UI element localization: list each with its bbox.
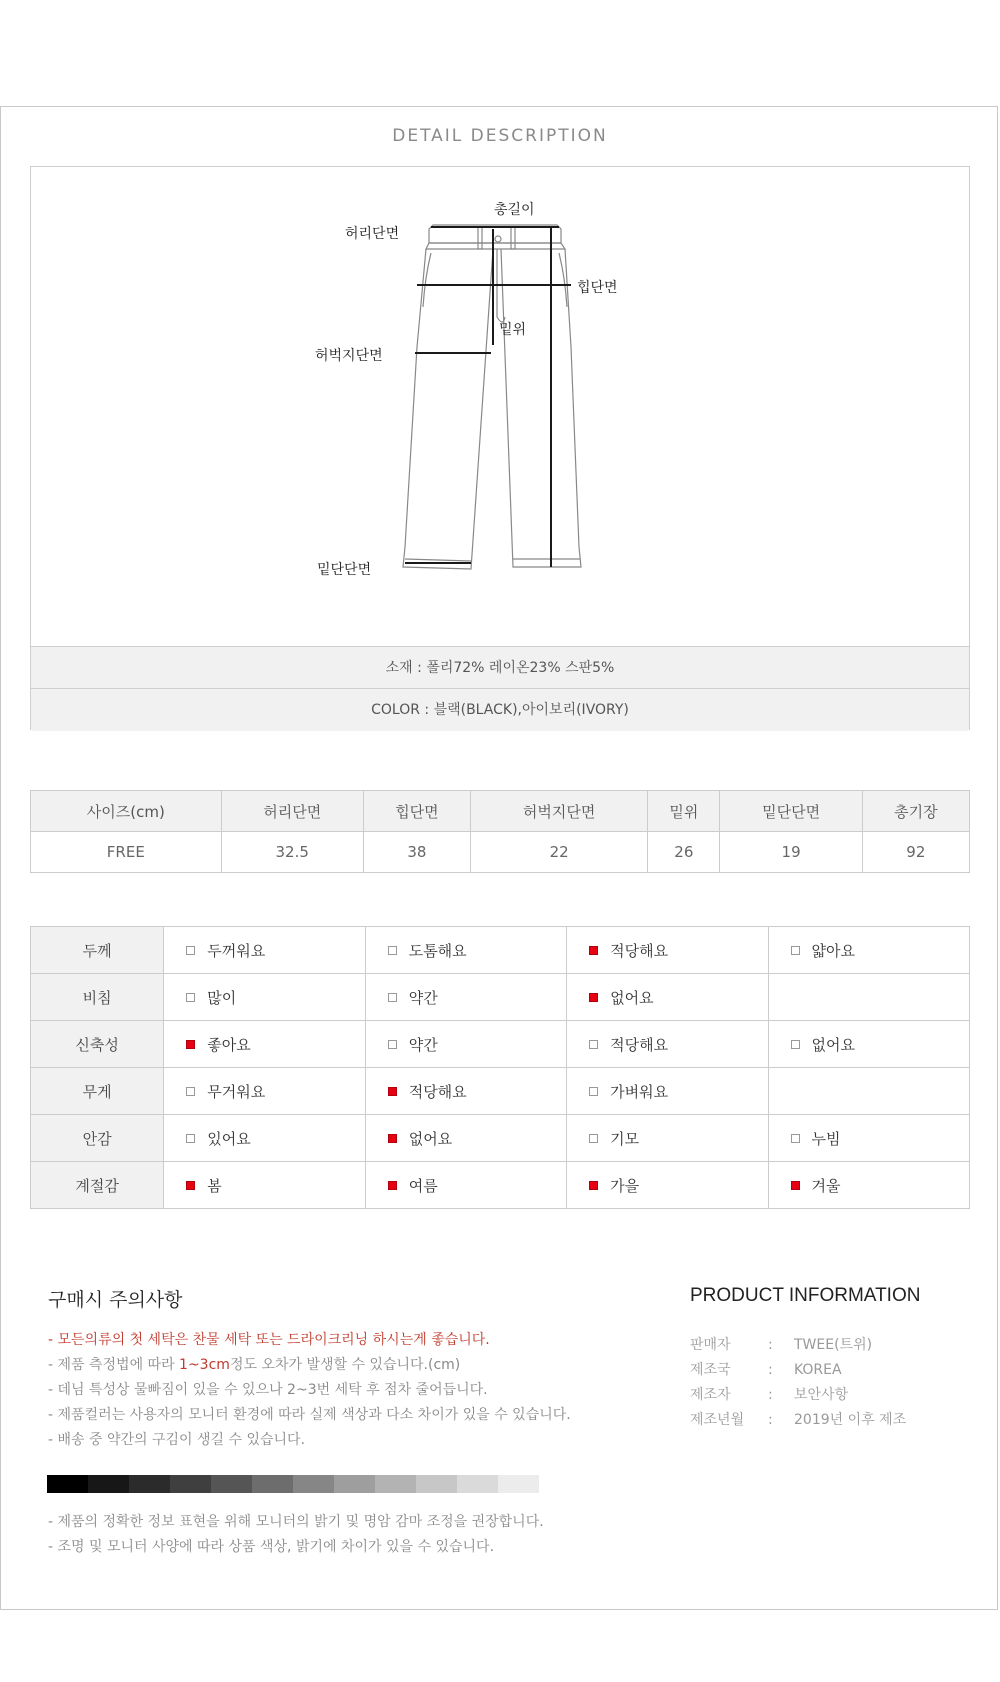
table-row	[31, 974, 970, 1021]
option-label: 누빔	[811, 1129, 841, 1148]
checked-box-icon	[186, 1040, 195, 1049]
product-info-key: 제조국	[690, 1362, 731, 1378]
table-row	[31, 1115, 970, 1162]
characteristic-option	[365, 927, 566, 974]
unchecked-box-icon	[388, 1040, 397, 1049]
size-header: 허리단면	[221, 791, 363, 832]
notice-item: - 제품컬러는 사용자의 모니터 환경에 따라 실제 색상과 다소 차이가 있을 수 있습니다.	[48, 1407, 571, 1423]
characteristic-option	[768, 1021, 969, 1068]
unchecked-box-icon	[186, 1134, 195, 1143]
size-header: 사이즈(cm)	[31, 791, 222, 832]
unchecked-box-icon	[186, 946, 195, 955]
unchecked-box-icon	[589, 1134, 598, 1143]
checked-box-icon	[388, 1087, 397, 1096]
characteristic-label: 신축성	[31, 1021, 164, 1068]
characteristic-option	[768, 927, 969, 974]
product-info-value: KOREA	[794, 1362, 842, 1378]
characteristic-label: 비침	[31, 974, 164, 1021]
unchecked-box-icon	[791, 946, 800, 955]
material-row: 소재 : 폴리72% 레이온23% 스판5%	[31, 646, 969, 689]
product-info-title: PRODUCT INFORMATION	[690, 1285, 921, 1306]
product-info-row	[690, 1358, 906, 1383]
table-row	[31, 832, 970, 873]
characteristic-option	[164, 974, 365, 1021]
size-cell: 26	[648, 832, 720, 873]
rise-label: 밑위	[499, 322, 527, 338]
characteristic-option	[164, 1162, 365, 1209]
product-info-value: 보안사항	[794, 1387, 849, 1403]
unchecked-box-icon	[388, 946, 397, 955]
characteristic-option	[365, 1021, 566, 1068]
option-label: 무거워요	[207, 1082, 266, 1101]
notice-item: - 제품의 정확한 정보 표현을 위해 모니터의 밝기 및 명암 감마 조정을 권장합니다.	[48, 1514, 544, 1530]
checked-box-icon	[791, 1181, 800, 1190]
size-header: 총기장	[862, 791, 969, 832]
option-label: 겨울	[811, 1176, 841, 1195]
product-info-list	[690, 1333, 906, 1433]
table-row	[31, 1162, 970, 1209]
characteristic-label: 무게	[31, 1068, 164, 1115]
notice-text: 정도 오차가 발생할 수 있습니다.(cm)	[229, 1357, 461, 1373]
unchecked-box-icon	[589, 1087, 598, 1096]
hem-label: 밑단단면	[317, 562, 372, 578]
notice-item: - 데님 특성상 물빠짐이 있을 수 있으나 2~3번 세탁 후 점차 줄어듭니다.	[48, 1382, 488, 1398]
size-header: 밑위	[648, 791, 720, 832]
characteristic-option	[768, 1068, 969, 1115]
characteristic-option	[164, 927, 365, 974]
size-cell: FREE	[31, 832, 222, 873]
characteristic-option	[567, 1021, 768, 1068]
notice-list	[48, 1328, 571, 1453]
size-cell: 92	[862, 832, 969, 873]
characteristic-option	[567, 927, 768, 974]
option-label: 없어요	[408, 1129, 453, 1148]
option-label: 적당해요	[610, 1035, 669, 1054]
product-info-separator: :	[768, 1412, 773, 1428]
monitor-notice	[48, 1510, 544, 1560]
option-label: 많이	[207, 988, 237, 1007]
checked-box-icon	[589, 946, 598, 955]
size-cell: 38	[363, 832, 470, 873]
notice-item: - 배송 중 약간의 구김이 생길 수 있습니다.	[48, 1432, 306, 1448]
product-info-row	[690, 1408, 906, 1433]
hip-label: 힙단면	[577, 280, 618, 296]
option-label: 가벼워요	[610, 1082, 669, 1101]
notice-item: - 조명 및 모니터 사양에 따라 상품 색상, 밝기에 차이가 있을 수 있습니다.	[48, 1539, 495, 1555]
unchecked-box-icon	[791, 1134, 800, 1143]
checked-box-icon	[388, 1181, 397, 1190]
product-info-row	[690, 1333, 906, 1358]
characteristic-label: 계절감	[31, 1162, 164, 1209]
size-cell: 32.5	[221, 832, 363, 873]
gray-swatch	[47, 1475, 88, 1493]
waist-label: 허리단면	[345, 226, 400, 242]
checked-box-icon	[589, 993, 598, 1002]
color-row: COLOR : 블랙(BLACK),아이보리(IVORY)	[31, 688, 969, 731]
notice-item	[48, 1353, 571, 1378]
option-label: 도톰해요	[408, 941, 467, 960]
gray-swatch	[498, 1475, 539, 1493]
gray-swatch	[211, 1475, 252, 1493]
characteristic-option	[164, 1115, 365, 1162]
unchecked-box-icon	[791, 1040, 800, 1049]
characteristic-option	[567, 1162, 768, 1209]
option-label: 약간	[408, 988, 438, 1007]
detail-description-title: DETAIL DESCRIPTION	[392, 126, 608, 146]
notice-text: - 제품 측정법에 따라	[48, 1357, 180, 1373]
size-table-header-row	[31, 791, 970, 832]
characteristic-option	[567, 974, 768, 1021]
size-cell: 22	[471, 832, 648, 873]
gray-swatch	[457, 1475, 498, 1493]
product-info-separator: :	[768, 1362, 773, 1378]
characteristic-option	[164, 1068, 365, 1115]
gray-swatch	[88, 1475, 129, 1493]
size-diagram	[30, 166, 970, 730]
product-info-value: 2019년 이후 제조	[794, 1412, 907, 1428]
gray-swatch	[252, 1475, 293, 1493]
option-label: 약간	[408, 1035, 438, 1054]
characteristic-option	[365, 1162, 566, 1209]
product-info-value: TWEE(트위)	[794, 1337, 873, 1353]
size-header: 힙단면	[363, 791, 470, 832]
option-label: 있어요	[207, 1129, 251, 1148]
product-info-separator: :	[768, 1387, 773, 1403]
characteristic-option	[567, 1068, 768, 1115]
checked-box-icon	[589, 1181, 598, 1190]
checked-box-icon	[388, 1134, 397, 1143]
product-info-key: 판매자	[690, 1337, 731, 1353]
characteristic-option	[365, 1068, 566, 1115]
notice-highlight: 1~3cm	[179, 1357, 230, 1373]
option-label: 얇아요	[811, 941, 856, 960]
notice-title: 구매시 주의사항	[48, 1289, 183, 1311]
option-label: 적당해요	[408, 1082, 467, 1101]
unchecked-box-icon	[186, 993, 195, 1002]
gray-swatch	[334, 1475, 375, 1493]
table-row	[31, 1068, 970, 1115]
unchecked-box-icon	[589, 1040, 598, 1049]
table-row	[31, 1021, 970, 1068]
measure-lines	[405, 227, 571, 567]
size-cell: 19	[720, 832, 862, 873]
characteristic-option	[365, 1115, 566, 1162]
total-length-label: 총길이	[494, 202, 535, 218]
option-label: 없어요	[610, 988, 654, 1007]
characteristic-option	[164, 1021, 365, 1068]
size-header: 밑단단면	[720, 791, 862, 832]
gray-swatch	[293, 1475, 334, 1493]
size-header: 허벅지단면	[471, 791, 648, 832]
table-row	[31, 927, 970, 974]
option-label: 적당해요	[610, 941, 669, 960]
size-table	[30, 790, 970, 873]
gray-swatch	[375, 1475, 416, 1493]
gray-swatch	[129, 1475, 170, 1493]
characteristic-label: 안감	[31, 1115, 164, 1162]
option-label: 가을	[610, 1176, 640, 1195]
checked-box-icon	[186, 1181, 195, 1190]
characteristic-option	[768, 1115, 969, 1162]
characteristic-option	[567, 1115, 768, 1162]
option-label: 좋아요	[207, 1035, 251, 1054]
characteristic-option	[768, 974, 969, 1021]
option-label: 여름	[408, 1176, 438, 1195]
product-info-separator: :	[768, 1337, 773, 1353]
product-info-key: 제조자	[690, 1387, 731, 1403]
characteristic-label: 두께	[31, 927, 164, 974]
gray-scale-bar	[47, 1475, 539, 1493]
unchecked-box-icon	[388, 993, 397, 1002]
characteristics-table	[30, 926, 970, 1209]
characteristic-option	[768, 1162, 969, 1209]
option-label: 기모	[610, 1129, 640, 1148]
notice-item: - 모든의류의 첫 세탁은 찬물 세탁 또는 드라이크리닝 하시는게 좋습니다.	[48, 1332, 490, 1348]
gray-swatch	[170, 1475, 211, 1493]
option-label: 봄	[207, 1176, 222, 1195]
option-label: 두꺼워요	[207, 941, 266, 960]
pants-diagram-svg	[31, 167, 969, 647]
characteristic-option	[365, 974, 566, 1021]
product-info-row	[690, 1383, 906, 1408]
thigh-label: 허벅지단면	[315, 348, 383, 364]
option-label: 없어요	[811, 1035, 856, 1054]
gray-swatch	[416, 1475, 457, 1493]
unchecked-box-icon	[186, 1087, 195, 1096]
product-info-key: 제조년월	[690, 1412, 745, 1428]
